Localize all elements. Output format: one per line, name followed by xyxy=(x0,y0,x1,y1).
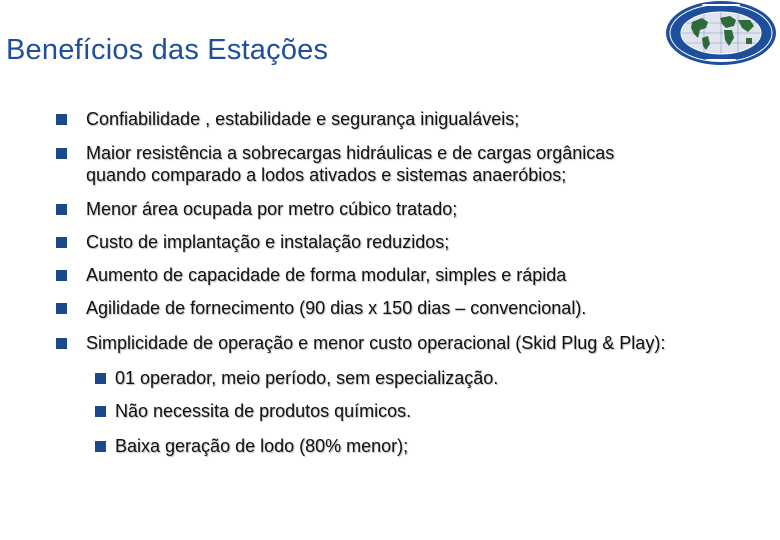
sub-bullet-text: 01 operador, meio período, sem especialização. xyxy=(115,368,499,388)
bullet-square-icon xyxy=(56,148,67,159)
bullet-text: Agilidade de fornecimento (90 dias x 150 dias – convencional). xyxy=(86,298,587,318)
bullet-square-icon xyxy=(56,204,67,215)
bullet-text: Aumento de capacidade de forma modular, simples e rápida xyxy=(86,265,567,285)
bullet-text: Maior resistência a sobrecargas hidráulicas e de cargas orgânicas xyxy=(86,143,615,163)
sub-bullet-item xyxy=(115,367,498,389)
bullet-square-icon xyxy=(95,373,106,384)
bullet-text: Custo de implantação e instalação reduzidos; xyxy=(86,232,450,252)
sub-bullet-item xyxy=(115,435,408,457)
slide-title: Benefícios das Estações xyxy=(6,34,329,66)
sub-bullet-item xyxy=(115,400,411,422)
bullet-item xyxy=(86,264,566,286)
bullet-square-icon xyxy=(95,406,106,417)
bullet-item xyxy=(86,142,614,186)
bullet-square-icon xyxy=(56,338,67,349)
bullet-square-icon xyxy=(95,441,106,452)
bullet-square-icon xyxy=(56,114,67,125)
bullet-square-icon xyxy=(56,303,67,314)
bullet-item xyxy=(86,297,586,319)
bullet-text-continuation: quando comparado a lodos ativados e sistemas anaeróbios; xyxy=(86,165,567,185)
bullet-text: Simplicidade de operação e menor custo operacional (Skid Plug & Play): xyxy=(86,333,666,353)
bullet-square-icon xyxy=(56,270,67,281)
bullet-item xyxy=(86,231,449,253)
bullet-item xyxy=(86,198,457,220)
bullet-text: Confiabilidade , estabilidade e segurança inigualáveis; xyxy=(86,109,520,129)
bullet-square-icon xyxy=(56,237,67,248)
bullet-item xyxy=(86,332,665,354)
bullet-item xyxy=(86,108,519,130)
bullet-text: Menor área ocupada por metro cúbico tratado; xyxy=(86,199,458,219)
sub-bullet-text: Não necessita de produtos químicos. xyxy=(115,401,412,421)
sub-bullet-text: Baixa geração de lodo (80% menor); xyxy=(115,436,409,456)
